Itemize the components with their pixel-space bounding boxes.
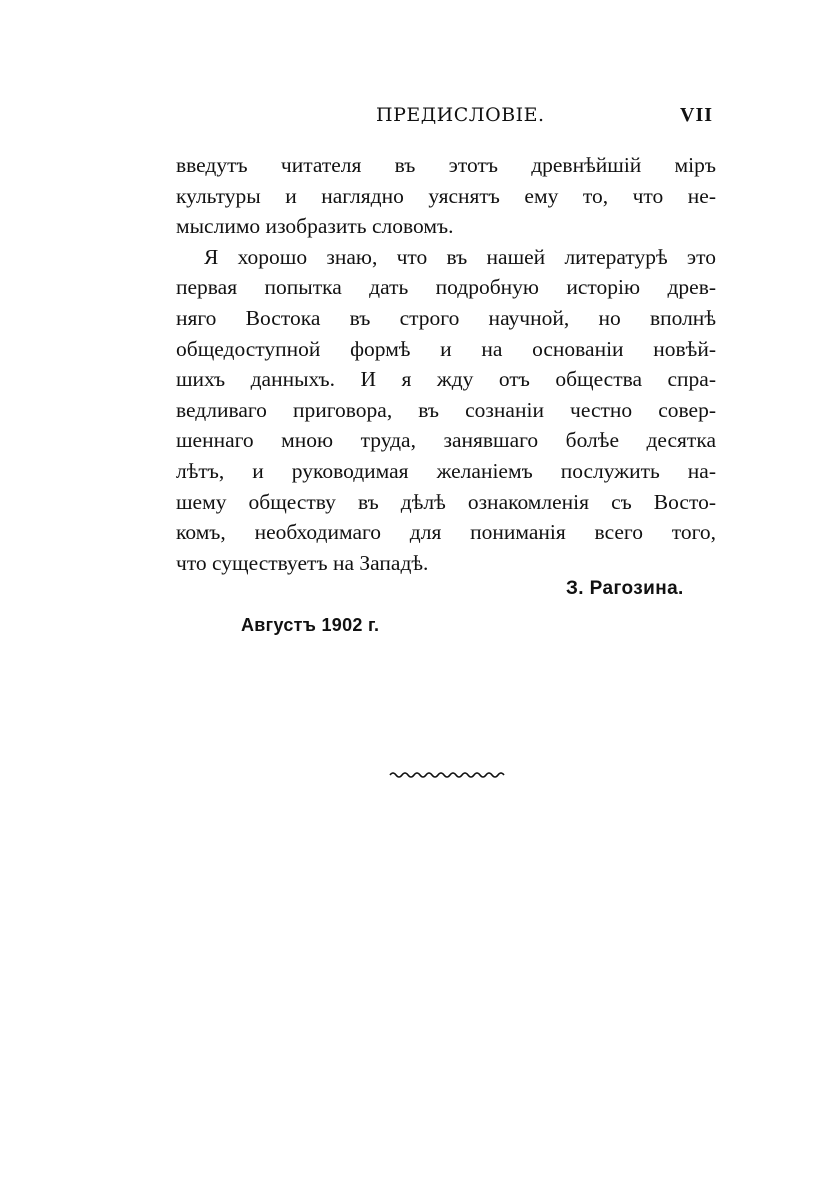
text-line: шихъ данныхъ. И я жду отъ общества спра- bbox=[176, 367, 716, 392]
text-line: культуры и наглядно уяснятъ ему то, что не- bbox=[176, 183, 716, 208]
text-line: няго Востока въ строго научной, но вполнѣ bbox=[176, 305, 716, 330]
text-line: ведливаго приговора, въ сознаніи честно совер- bbox=[176, 397, 716, 422]
text-line: что существуетъ на Западѣ. bbox=[176, 550, 429, 575]
text-line: лѣтъ, и руководимая желаніемъ послужить на- bbox=[176, 458, 716, 483]
text-line: мыслимо изобразить словомъ. bbox=[176, 214, 454, 239]
date-line: Августъ 1902 г. bbox=[241, 615, 380, 635]
wavy-divider-ornament bbox=[388, 768, 506, 782]
preface-text bbox=[176, 150, 716, 578]
author-signature: З. Рагозина. bbox=[566, 578, 684, 599]
text-line: общедоступной формѣ и на основаніи новѣй- bbox=[176, 336, 716, 361]
text-line: первая попытка дать подробную исторію древ- bbox=[176, 275, 716, 300]
page-number: VII bbox=[680, 104, 714, 126]
text-line: шеннаго мною труда, занявшаго болѣе десятка bbox=[176, 428, 716, 453]
text-line: введутъ читателя въ этотъ древнѣйшій міръ bbox=[176, 153, 716, 177]
text-line: комъ, необходимаго для пониманія всего того, bbox=[176, 520, 716, 545]
running-head: ПРЕДИСЛОВІЕ. bbox=[376, 104, 545, 126]
text-line: Я хорошо знаю, что въ нашей литературѣ это bbox=[204, 244, 716, 269]
text-line: шему обществу въ дѣлѣ ознакомленія съ Восто- bbox=[176, 489, 716, 514]
